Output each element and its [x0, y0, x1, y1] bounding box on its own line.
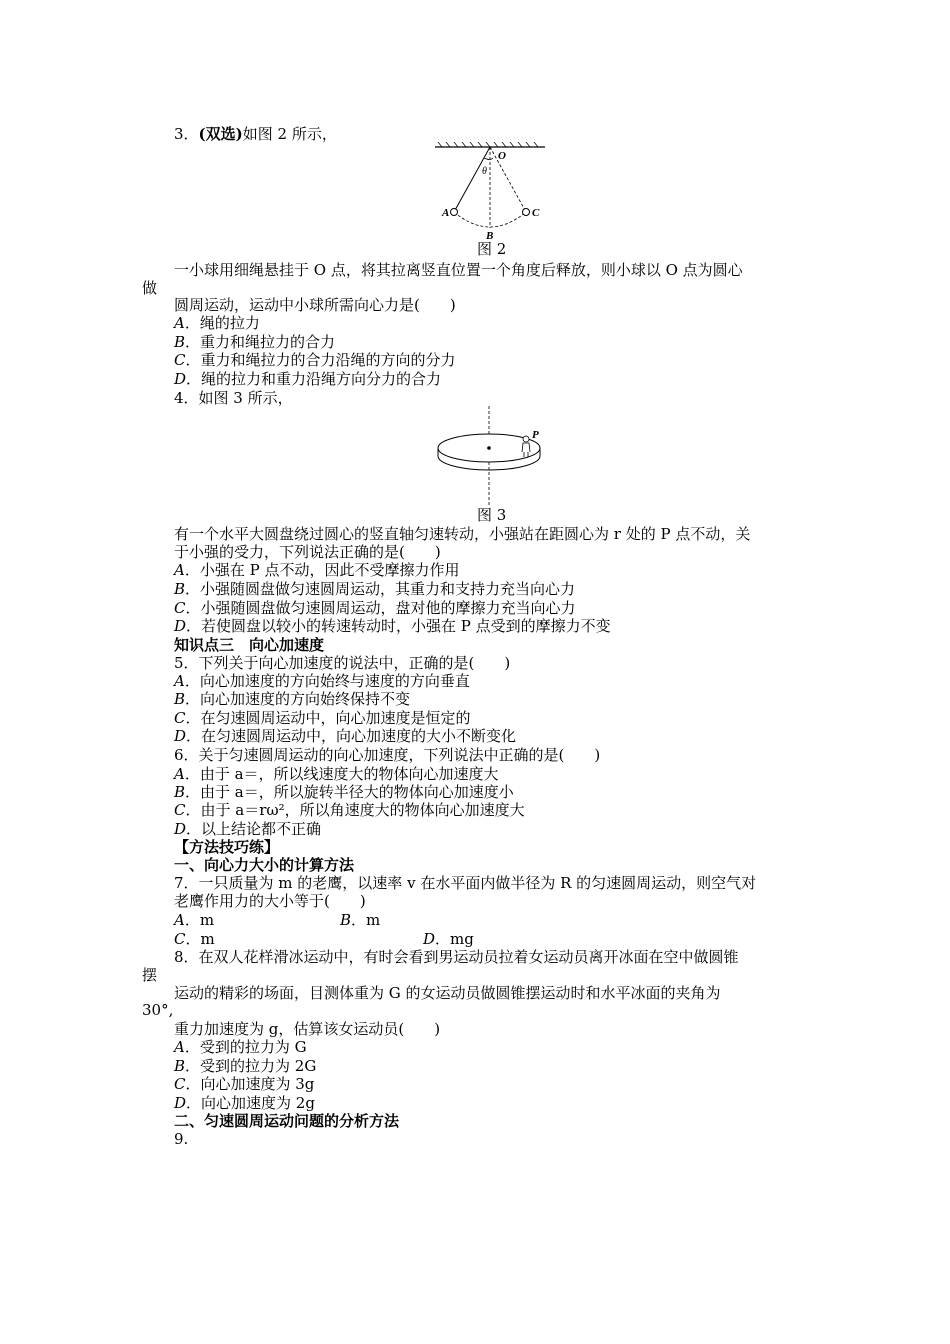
q3-stem: 3．(双选)如图 2 所示，: [174, 125, 337, 143]
q6-option-d: D．以上结论都不正确: [174, 820, 322, 838]
q3-option-d: D．绳的拉力和重力沿绳方向分力的合力: [174, 370, 442, 388]
q7-option-c: C．m: [174, 930, 215, 948]
q6-option-c: C．由于 a＝rω²，所以角速度大的物体向心加速度大: [174, 801, 525, 819]
label-o: O: [498, 150, 506, 162]
part-1-heading: 一、向心力大小的计算方法: [174, 856, 355, 874]
q8-line1: 8．在双人花样滑冰运动中，有时会看到男运动员拉着女运动员离开冰面在空中做圆锥: [174, 948, 739, 966]
q3-option-b: B．重力和绳拉力的合力: [174, 333, 336, 351]
q3-option-c: C．重力和绳拉力的合力沿绳的方向的分力: [174, 351, 456, 369]
part-2-heading: 二、匀速圆周运动问题的分析方法: [174, 1112, 400, 1130]
q8-line2: 运动的精彩的场面，目测体重为 G 的女运动员做圆锥摆运动时和水平冰面的夹角为: [174, 984, 721, 1002]
q7-option-d: D．mg: [423, 930, 474, 948]
q3-line2: 圆周运动，运动中小球所需向心力是( ): [174, 296, 456, 314]
q8-option-b: B．受到的拉力为 2G: [174, 1057, 317, 1075]
label-theta: θ: [482, 166, 487, 177]
q4-option-b: B．小强随圆盘做匀速圆周运动，其重力和支持力充当向心力: [174, 580, 576, 598]
q4-line1: 有一个水平大圆盘绕过圆心的竖直轴匀速转动，小强站在距圆心为 r 处的 P 点不动，关: [174, 525, 751, 543]
figure-2-caption: 图 2: [477, 240, 507, 258]
q3-line1-wrap: 做: [142, 279, 158, 297]
label-a: A: [442, 207, 450, 219]
q3-line1: 一小球用细绳悬挂于 O 点，将其拉离竖直位置一个角度后释放，则小球以 O 点为圆心: [174, 261, 743, 279]
q5-stem: 5．下列关于向心加速度的说法中，正确的是( ): [174, 654, 511, 672]
q5-option-c: C．在匀速圆周运动中，向心加速度是恒定的: [174, 709, 471, 727]
q8-line1-wrap: 摆: [142, 966, 158, 984]
q7-line2: 老鹰作用力的大小等于( ): [174, 892, 366, 910]
q8-option-d: D．向心加速度为 2g: [174, 1094, 315, 1112]
label-p: P: [532, 429, 539, 441]
q4-option-a: A．小强在 P 点不动，因此不受摩擦力作用: [174, 561, 460, 579]
label-c: C: [532, 207, 540, 219]
q8-line2-wrap: 30°,: [142, 1001, 174, 1019]
q8-line3: 重力加速度为 g，估算该女运动员( ): [174, 1020, 441, 1038]
q4-option-c: C．小强随圆盘做匀速圆周运动，盘对他的摩擦力充当向心力: [174, 599, 576, 617]
q3-tag: (双选): [198, 125, 243, 143]
q4-stem: 4．如图 3 所示，: [174, 389, 293, 407]
q7-option-b: B．m: [340, 911, 381, 929]
q6-stem: 6．关于匀速圆周运动的向心加速度，下列说法中正确的是( ): [174, 746, 601, 764]
figure-3-disk: [432, 406, 547, 506]
ball-a: [451, 209, 458, 216]
q4-line2: 于小强的受力，下列说法正确的是( ): [174, 543, 441, 561]
figure-2-pendulum: [430, 142, 550, 242]
q6-option-b: B．由于 a＝，所以旋转半径大的物体向心加速度小: [174, 783, 514, 801]
q9-stem: 9.: [174, 1130, 189, 1148]
label-b: B: [486, 230, 494, 242]
q8-option-c: C．向心加速度为 3g: [174, 1075, 315, 1093]
q7-option-a: A．m: [174, 911, 215, 929]
q6-option-a: A．由于 a＝，所以线速度大的物体向心加速度大: [174, 765, 499, 783]
q5-option-b: B．向心加速度的方向始终保持不变: [174, 690, 411, 708]
section-3-heading: 知识点三 向心加速度: [174, 636, 325, 654]
q4-option-d: D．若使圆盘以较小的转速转动时，小强在 P 点受到的摩擦力不变: [174, 617, 611, 635]
q3-option-a: A．绳的拉力: [174, 314, 260, 332]
q5-option-d: D．在匀速圆周运动中，向心加速度的大小不断变化: [174, 727, 517, 745]
q7-line1: 7．一只质量为 m 的老鹰，以速率 v 在水平面内做半径为 R 的匀速圆周运动，则空气对: [174, 874, 757, 892]
ball-c: [523, 209, 530, 216]
figure-3-caption: 图 3: [477, 506, 507, 524]
q5-option-a: A．向心加速度的方向始终与速度的方向垂直: [174, 672, 470, 690]
method-heading: 【方法技巧练】: [174, 838, 280, 856]
q8-option-a: A．受到的拉力为 G: [174, 1038, 307, 1056]
